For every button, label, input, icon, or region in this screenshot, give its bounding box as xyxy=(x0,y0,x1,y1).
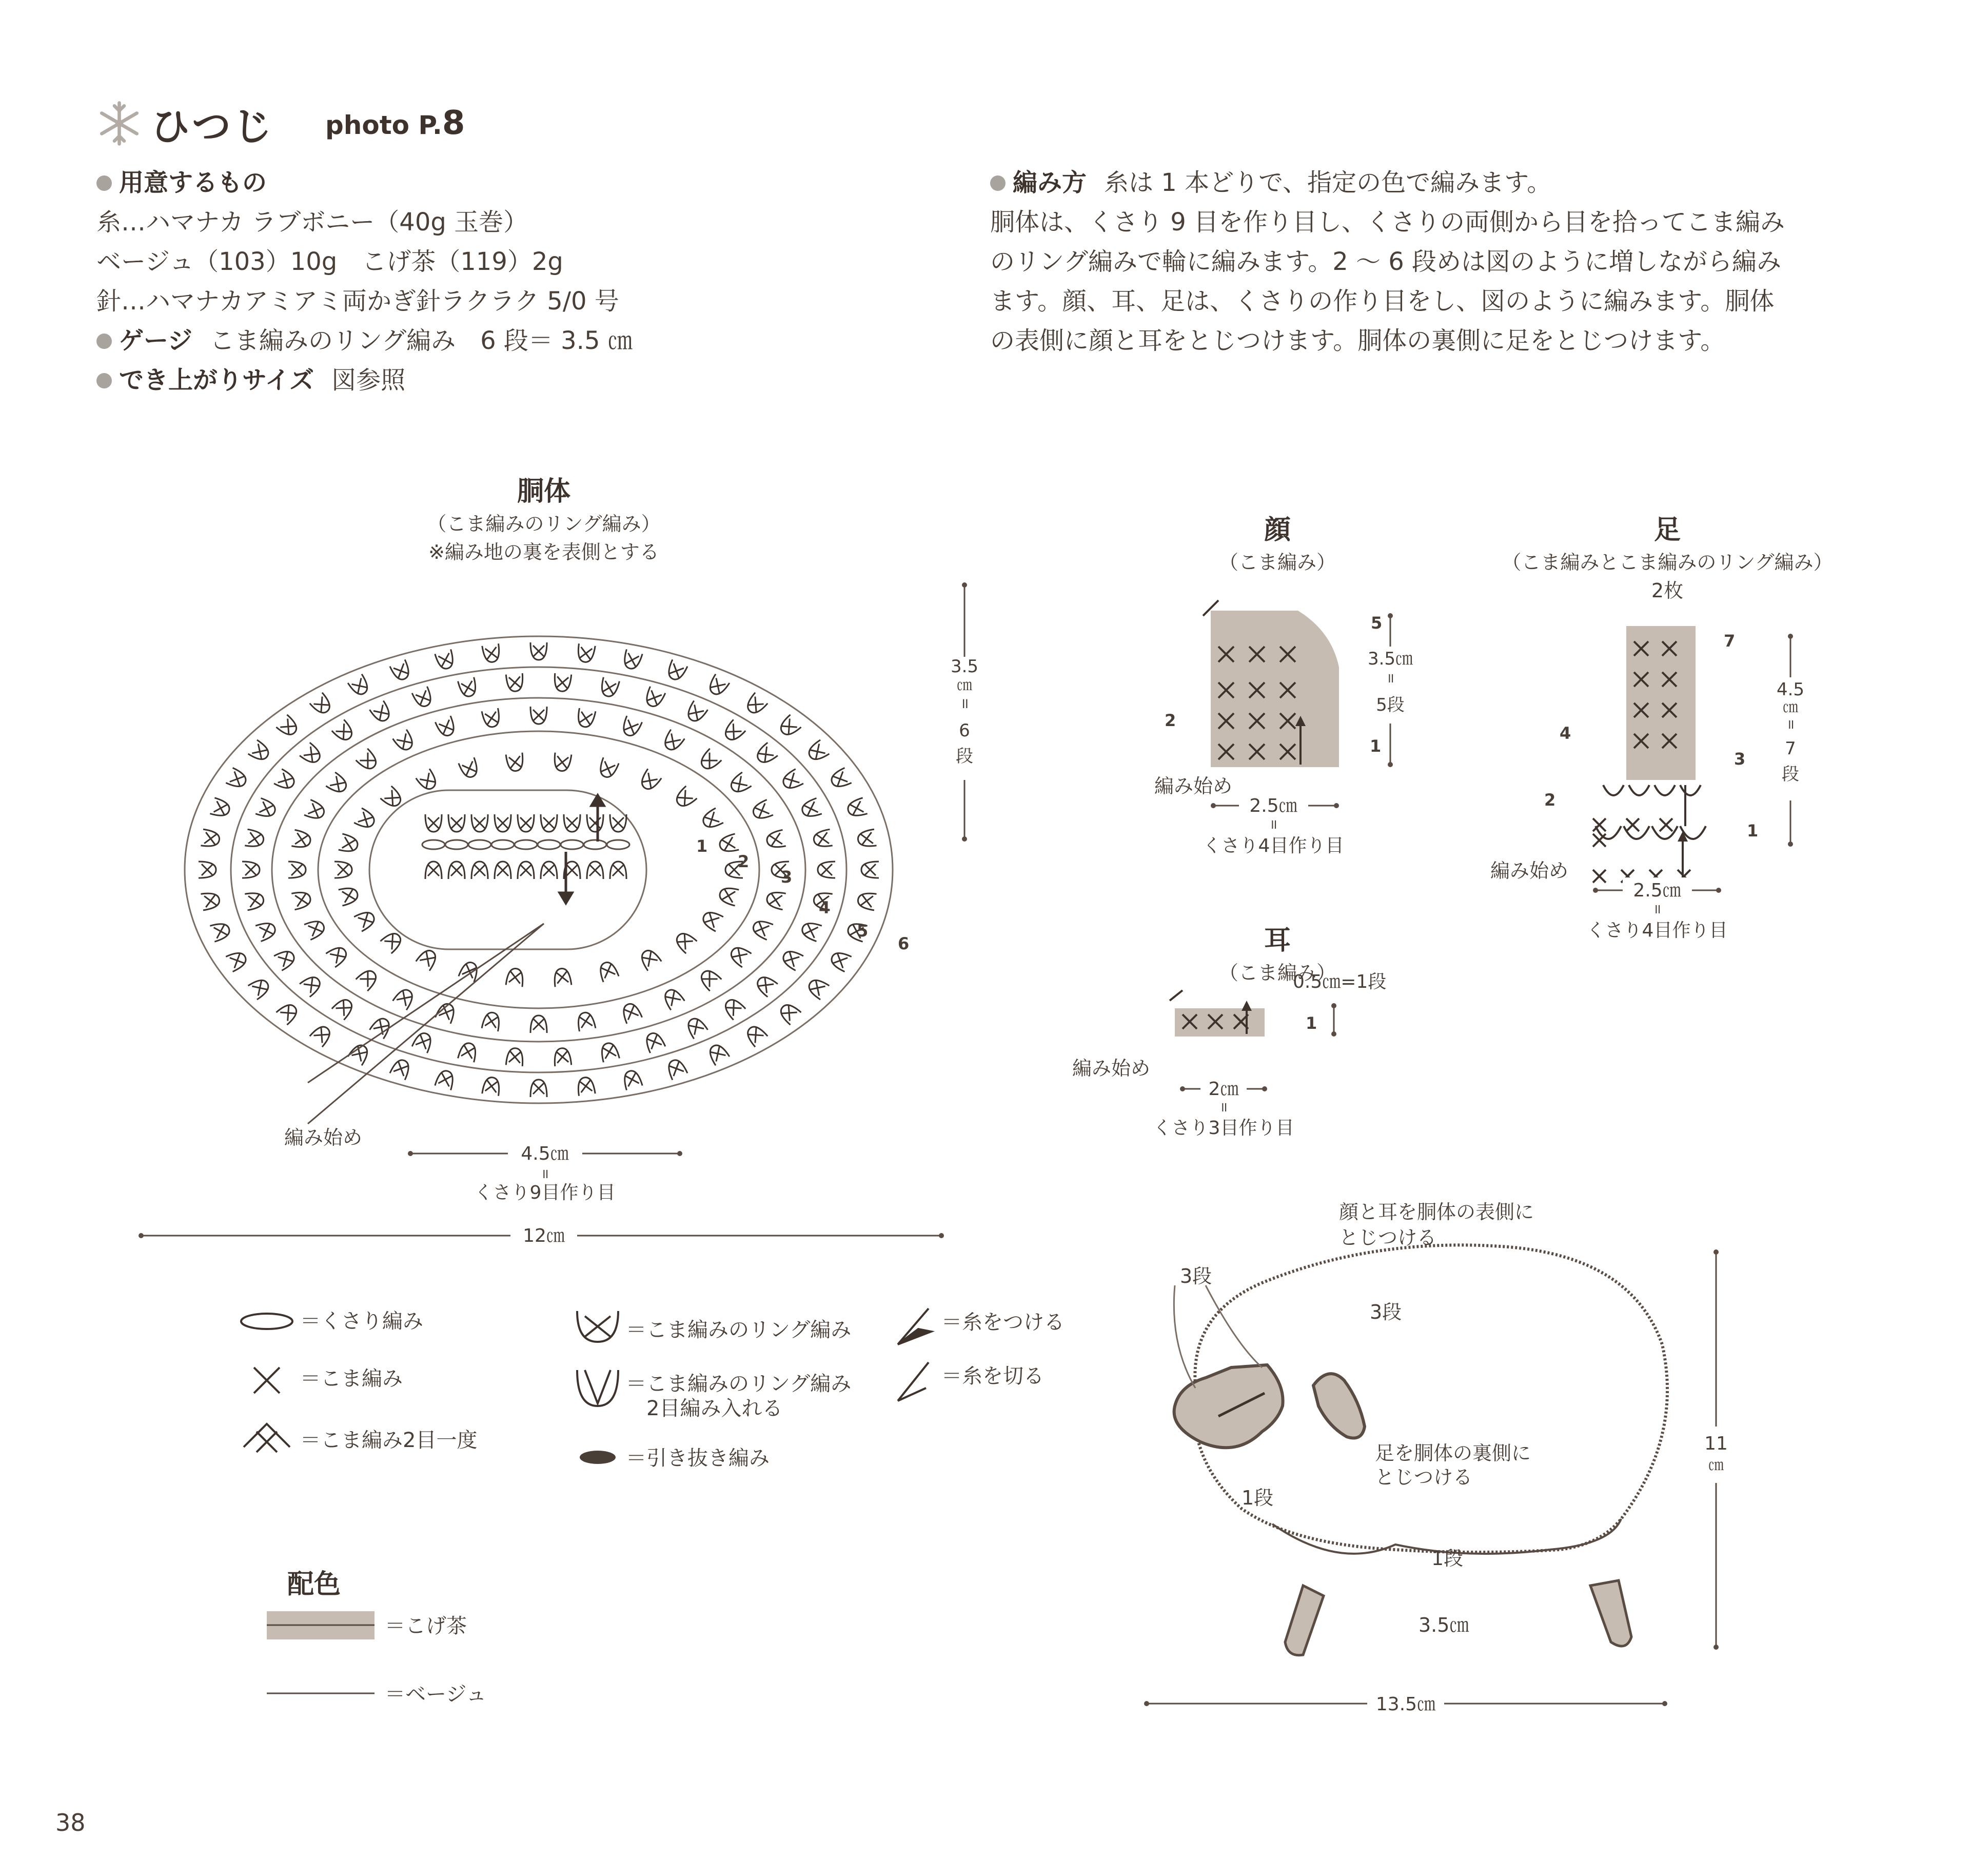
color-scheme-title: 配色 xyxy=(287,1569,341,1600)
ring-stitch-symbol xyxy=(698,749,722,773)
round-4-outline xyxy=(231,667,846,1072)
ring-stitch-symbol xyxy=(291,890,312,910)
ring-stitch-symbol xyxy=(506,1047,524,1066)
ring-stitch-symbol xyxy=(597,757,619,779)
svg-text:13.5㎝: 13.5㎝ xyxy=(1375,1694,1436,1715)
round-2-outline xyxy=(318,731,759,1008)
row-number: 5 xyxy=(1371,613,1383,633)
ring-stitch-symbol xyxy=(622,649,642,671)
ring-stitch-symbol xyxy=(412,1030,434,1053)
method-line: ます。顔、耳、足は、くさりの作り目をし、図のように編みます。胴体 xyxy=(990,287,1775,316)
color-beige-label: ＝ベージュ xyxy=(385,1683,487,1706)
ring-stitch-symbol xyxy=(780,948,803,970)
method-line: 胴体は、くさり 9 目を作り目し、くさりの両側から目を拾ってこま編み xyxy=(990,208,1785,237)
row-number: 1 xyxy=(1747,821,1759,841)
ring-stitch-symbol xyxy=(304,918,327,940)
ring-stitch-symbol xyxy=(861,862,879,878)
chain-symbol xyxy=(241,1314,292,1329)
ring-stitch-symbol xyxy=(326,944,349,967)
row-number: 2 xyxy=(1544,790,1556,810)
row-number: 1 xyxy=(1306,1013,1317,1033)
svg-text:3.5: 3.5 xyxy=(950,656,979,677)
ring-stitch-symbol xyxy=(777,715,801,738)
leg-chart-subtitle: （こま編みとこま編みのリング編み） xyxy=(1502,551,1833,574)
ring-stitch-symbol xyxy=(754,742,777,766)
body-chart-note: ※編み地の裏を表側とする xyxy=(428,541,659,563)
ring-stitch-symbol xyxy=(587,814,603,832)
round-number: 3 xyxy=(781,867,793,887)
row-number: 4 xyxy=(1560,724,1571,743)
ring-stitch-symbol xyxy=(435,1069,456,1090)
slip-symbol xyxy=(580,1451,616,1464)
svg-text:॥: ॥ xyxy=(1653,902,1661,917)
face-height-dimension xyxy=(1360,613,1421,767)
svg-text:12㎝: 12㎝ xyxy=(523,1225,565,1246)
svg-text:くさり4目作り目: くさり4目作り目 xyxy=(1586,920,1728,941)
ring-stitch-symbol xyxy=(332,996,356,1020)
legend-ring-sc-inc: 2目編み入れる xyxy=(646,1397,783,1420)
ring-stitch-symbol xyxy=(356,749,380,773)
ring-stitch-symbol xyxy=(718,834,739,854)
ring-stitch-symbol xyxy=(482,1077,501,1096)
body-outer-width-dimension xyxy=(139,1222,944,1248)
face-ear-note: とじつける xyxy=(1339,1226,1437,1249)
ring-stitch-symbol xyxy=(226,768,248,790)
ring-stitch-symbol xyxy=(599,1041,619,1062)
ring-stitch-symbol xyxy=(369,701,392,725)
legend-sc2tog: ＝こま編み2目一度 xyxy=(300,1429,478,1452)
svg-text:㎝: ㎝ xyxy=(1783,698,1798,716)
svg-text:段: 段 xyxy=(956,746,973,767)
leg-note: とじつける xyxy=(1375,1466,1473,1489)
ring-stitch-symbol xyxy=(780,769,803,792)
round-number: 4 xyxy=(819,898,831,917)
svg-text:くさり9目作り目: くさり9目作り目 xyxy=(474,1182,616,1203)
ring-stitch-symbol xyxy=(226,949,248,971)
ring-stitch-symbol xyxy=(554,673,572,692)
legend-attach: ＝糸をつける xyxy=(941,1311,1065,1334)
ring-stitch-symbol xyxy=(276,715,300,738)
cut-yarn-icon xyxy=(898,1362,929,1401)
ring-stitch-symbol xyxy=(300,742,323,766)
snowflake-icon xyxy=(95,99,144,148)
ring-stitch-symbol xyxy=(610,814,626,832)
face-chart-title: 顔 xyxy=(1264,515,1291,545)
ring-stitch-symbol xyxy=(684,701,707,725)
ring-stitch-symbol xyxy=(506,968,524,987)
svg-text:㎝: ㎝ xyxy=(957,676,972,694)
ring-stitch-symbol xyxy=(506,753,524,772)
ring-stitch-symbol xyxy=(210,798,231,818)
ring-stitch-symbol xyxy=(339,886,360,906)
ring-stitch-symbol xyxy=(334,862,352,878)
symbol-legend xyxy=(236,1298,1108,1514)
svg-text:㎝: ㎝ xyxy=(1708,1456,1724,1474)
ring-stitch-symbol xyxy=(728,772,752,795)
body-chart-diagram xyxy=(133,564,1006,1252)
assembly-width-dimension xyxy=(1144,1691,1667,1716)
svg-text:段: 段 xyxy=(1782,764,1799,785)
ring-stitch-symbol xyxy=(245,829,265,848)
ring-stitch-symbol xyxy=(706,674,730,698)
ring-sc-inc-symbol xyxy=(577,1370,618,1406)
body-chart-heading xyxy=(390,470,698,564)
color-dark-label: ＝こげ茶 xyxy=(385,1614,467,1638)
ear-chart-subtitle: （こま編み） xyxy=(1218,962,1336,984)
ring-stitch-symbol xyxy=(587,862,603,879)
ring-stitch-symbol xyxy=(248,740,272,763)
assembly-height-dimension xyxy=(1703,1249,1729,1650)
row-number: 2 xyxy=(1165,711,1176,730)
ring-stitch-symbol xyxy=(620,1001,642,1024)
ring-stitch-symbol xyxy=(201,891,220,910)
ring-stitch-symbol xyxy=(288,862,306,878)
ring-stitch-symbol xyxy=(425,862,442,879)
materials-heading: 用意するもの xyxy=(119,168,267,197)
colors-line: ベージュ（103）10g こげ茶（119）2g xyxy=(96,247,563,276)
ear-start-label: 編み始め xyxy=(1072,1057,1151,1080)
size-value: 図参照 xyxy=(331,366,406,395)
round-number: 6 xyxy=(898,934,910,953)
ring-stitch-symbol xyxy=(448,814,465,832)
page-header xyxy=(95,92,465,154)
method-section xyxy=(990,163,1873,361)
ring-stitch-symbol xyxy=(700,808,723,831)
body-height-dimension xyxy=(951,582,978,842)
body-chart-subtitle: （こま編みのリング編み） xyxy=(427,513,661,535)
ring-stitch-symbol xyxy=(458,677,478,698)
body-stitch-symbols xyxy=(199,642,879,1097)
ring-stitch-symbol xyxy=(673,786,697,810)
ring-stitch-symbol xyxy=(665,659,687,682)
ring-stitch-symbol xyxy=(393,986,416,1010)
ring-stitch-symbol xyxy=(471,814,488,832)
ring-stitch-symbol xyxy=(541,814,557,832)
leg-chart-count: 2枚 xyxy=(1651,579,1684,602)
ring-stitch-symbol xyxy=(564,814,580,832)
ring-stitch-symbol xyxy=(643,1030,665,1053)
ring-stitch-symbol xyxy=(274,948,297,970)
svg-text:11: 11 xyxy=(1704,1433,1728,1454)
ring-stitch-symbol xyxy=(553,968,572,987)
svg-text:くさり4目作り目: くさり4目作り目 xyxy=(1203,835,1344,856)
ear-width-dimension xyxy=(1153,1077,1294,1139)
ring-stitch-symbol xyxy=(530,642,547,660)
sc2tog-symbol xyxy=(244,1424,290,1452)
ring-stitch-symbol xyxy=(846,798,868,818)
ring-stitch-symbol xyxy=(718,886,739,906)
bullet-dot xyxy=(990,175,1006,191)
ring-stitch-symbol xyxy=(751,918,773,940)
start-leader-line xyxy=(308,924,544,1124)
ring-stitch-symbol xyxy=(744,693,767,717)
ring-stitch-symbol xyxy=(661,986,684,1010)
attach-yarn-icon xyxy=(898,1308,931,1344)
ring-stitch-symbol xyxy=(310,693,333,717)
ring-stitch-symbol xyxy=(665,1057,687,1080)
ear-size-label: 0.5㎝=1段 xyxy=(1293,971,1387,992)
body-chart-title: 胴体 xyxy=(517,476,570,507)
ring-stitch-symbol xyxy=(435,716,457,738)
ring-stitch-symbol xyxy=(813,829,833,848)
ring-stitch-symbol xyxy=(339,834,360,854)
row-number: 7 xyxy=(1724,631,1736,651)
ring-stitch-symbol xyxy=(300,973,323,997)
ring-stitch-symbol xyxy=(495,814,511,832)
svg-text:2.5㎝: 2.5㎝ xyxy=(1633,880,1681,901)
ring-stitch-symbol xyxy=(506,673,524,692)
ring-stitch-symbol xyxy=(622,1069,642,1090)
ring-stitch-symbol xyxy=(425,814,442,832)
sc-symbol xyxy=(254,1367,280,1393)
bullet-dot xyxy=(96,175,112,191)
ring-stitch-symbol xyxy=(576,708,596,729)
ring-stitch-symbol xyxy=(857,829,876,848)
ring-stitch-symbol xyxy=(576,1011,596,1031)
leg-width-dimension xyxy=(1587,877,1728,941)
ring-stitch-symbol xyxy=(643,687,665,709)
ring-stitch-symbol xyxy=(554,1047,572,1066)
ring-stitch-symbol xyxy=(530,1015,547,1033)
row-number: 1 xyxy=(1370,736,1382,756)
ring-stitch-symbol xyxy=(390,659,412,682)
ring-stitch-symbol xyxy=(765,830,786,849)
ring-stitch-symbol xyxy=(356,967,380,991)
svg-text:॥: ॥ xyxy=(541,1166,549,1182)
ring-stitch-symbol xyxy=(310,1023,333,1047)
ring-stitch-symbol xyxy=(482,643,501,663)
ring-stitch-symbol xyxy=(242,862,260,878)
ring-stitch-symbol xyxy=(435,649,456,671)
ring-stitch-symbol xyxy=(722,996,746,1020)
ring-stitch-symbol xyxy=(805,740,829,763)
legend-slip: ＝引き抜き編み xyxy=(626,1447,770,1470)
label-leg-gap: 3.5㎝ xyxy=(1419,1614,1469,1636)
ring-stitch-symbol xyxy=(390,1057,412,1080)
svg-text:5段: 5段 xyxy=(1376,695,1405,715)
ring-stitch-symbol xyxy=(530,1080,547,1097)
page-number: 38 xyxy=(55,1809,86,1836)
gauge-label: ゲージ xyxy=(119,326,193,355)
page-title: ひつじ xyxy=(151,103,274,149)
ring-stitch-symbol xyxy=(471,862,488,879)
ear-chart-title: 耳 xyxy=(1264,925,1291,956)
ring-stitch-symbol xyxy=(829,949,852,971)
ring-stitch-symbol xyxy=(518,814,534,832)
leg-chart-diagram xyxy=(1478,611,1837,960)
leg-note: 足を胴体の裏側に xyxy=(1375,1442,1531,1464)
ring-stitch-symbol xyxy=(857,891,876,910)
ring-stitch-symbol xyxy=(332,719,356,744)
leg-start-label: 編み始め xyxy=(1490,859,1569,882)
svg-text:7: 7 xyxy=(1785,738,1796,759)
ring-stitch-symbol xyxy=(354,909,377,931)
ring-stitch-symbol xyxy=(393,730,416,753)
materials-section xyxy=(96,163,866,400)
ring-stitch-symbol xyxy=(553,753,572,772)
ring-stitch-symbol xyxy=(248,976,272,1000)
ring-stitch-symbol xyxy=(698,967,722,991)
ring-stitch-symbol xyxy=(638,769,662,792)
ring-stitch-symbol xyxy=(661,730,684,753)
svg-text:4.5: 4.5 xyxy=(1776,679,1805,700)
method-lead: 糸は 1 本どりで、指定の色で編みます。 xyxy=(1104,168,1552,197)
ring-stitch-symbol xyxy=(597,960,619,982)
ring-stitch-symbol xyxy=(354,808,377,831)
svg-text:॥: ॥ xyxy=(960,695,969,712)
ring-stitch-symbol xyxy=(700,909,723,931)
ring-stitch-symbol xyxy=(673,930,697,953)
ring-stitch-symbol xyxy=(412,687,434,709)
ring-stitch-symbol xyxy=(638,947,662,971)
round-number: 2 xyxy=(738,852,750,871)
leg-chart-title: 足 xyxy=(1653,515,1681,545)
ring-stitch-symbol xyxy=(416,769,440,792)
ring-stitch-symbol xyxy=(199,862,216,878)
ring-stitch-symbol xyxy=(274,769,297,792)
ring-stitch-symbol xyxy=(245,891,265,910)
face-chart-diagram xyxy=(1103,590,1442,877)
ring-stitch-symbol xyxy=(459,757,480,779)
ring-stitch-symbol xyxy=(448,862,465,879)
label-1dan: 1段 xyxy=(1431,1547,1464,1570)
yarn-line: 糸…ハマナカ ラブボニー（40g 玉巻） xyxy=(96,208,528,237)
face-chart-subtitle: （こま編み） xyxy=(1218,551,1336,574)
ring-stitch-symbol xyxy=(482,1011,501,1031)
size-label: でき上がりサイズ xyxy=(119,366,314,395)
ring-stitch-symbol xyxy=(706,1042,730,1065)
ring-stitch-symbol xyxy=(765,890,786,910)
svg-text:4.5㎝: 4.5㎝ xyxy=(521,1143,569,1164)
face-chart-heading xyxy=(1195,508,1360,575)
ring-stitch-symbol xyxy=(495,862,511,879)
label-3dan: 3段 xyxy=(1180,1265,1212,1287)
ring-stitch-symbol xyxy=(255,798,278,819)
ring-stitch-symbol xyxy=(728,944,752,967)
gauge-value: こま編みのリング編み 6 段＝ 3.5 ㎝ xyxy=(210,326,633,355)
ring-stitch-symbol xyxy=(541,862,557,879)
method-line: の表側に顔と耳をとじつけます。胴体の裏側に足をとじつけます。 xyxy=(990,326,1725,355)
legend-cut: ＝糸を切る xyxy=(941,1364,1044,1388)
assembly-illustration xyxy=(1108,1190,1867,1750)
body-inner-width-dimension xyxy=(408,1139,682,1203)
ring-stitch-symbol xyxy=(276,1001,300,1025)
svg-text:3.5㎝: 3.5㎝ xyxy=(1367,649,1413,669)
ring-stitch-symbol xyxy=(255,920,278,941)
ring-stitch-symbol xyxy=(800,920,822,941)
svg-text:॥: ॥ xyxy=(1269,817,1277,832)
ring-sc-symbol xyxy=(577,1311,618,1342)
bullet-dot xyxy=(96,334,112,349)
ring-stitch-symbol xyxy=(800,798,822,819)
ring-stitch-symbol xyxy=(818,862,835,878)
ring-stitch-symbol xyxy=(201,829,220,848)
ring-stitch-symbol xyxy=(482,708,501,729)
ring-stitch-symbol xyxy=(326,772,349,795)
svg-text:॥: ॥ xyxy=(1386,671,1394,686)
leg-chart-heading xyxy=(1488,508,1847,603)
method-heading: 編み方 xyxy=(1013,168,1087,197)
ring-stitch-symbol xyxy=(620,716,642,738)
ring-stitch-symbol xyxy=(577,643,596,663)
ring-stitch-symbol xyxy=(610,862,626,879)
bullet-dot xyxy=(96,373,112,388)
body-start-label: 編み始め xyxy=(284,1126,363,1149)
svg-text:6: 6 xyxy=(959,720,970,741)
legend-ring-sc-inc: ＝こま編みのリング編み xyxy=(626,1372,852,1396)
svg-text:॥: ॥ xyxy=(1219,1100,1228,1115)
ring-stitch-symbol xyxy=(599,677,619,698)
round-1-outline xyxy=(369,790,646,949)
ring-stitch-symbol xyxy=(684,1015,707,1039)
svg-text:॥: ॥ xyxy=(1786,717,1795,732)
ring-stitch-symbol xyxy=(348,674,371,698)
ring-stitch-symbol xyxy=(777,1001,801,1025)
round-number: 1 xyxy=(696,836,708,856)
label-1dan: 1段 xyxy=(1242,1487,1274,1509)
ring-stitch-symbol xyxy=(210,921,231,942)
ring-stitch-symbol xyxy=(518,862,534,879)
legend-sc: ＝こま編み xyxy=(300,1367,403,1391)
ring-stitch-symbol xyxy=(829,768,852,790)
ring-stitch-symbol xyxy=(577,1077,596,1096)
leg-height-dimension xyxy=(1777,634,1804,847)
row-number: 3 xyxy=(1734,749,1746,769)
ring-stitch-symbol xyxy=(744,1023,767,1047)
color-scheme-legend xyxy=(264,1606,521,1719)
face-ear-note: 顔と耳を胴体の表側に xyxy=(1339,1201,1534,1223)
svg-text:くさり3目作り目: くさり3目作り目 xyxy=(1153,1118,1294,1139)
ring-stitch-symbol xyxy=(458,1041,478,1062)
ring-stitch-symbol xyxy=(304,800,327,822)
ring-stitch-symbol xyxy=(805,976,829,1000)
ring-stitch-symbol xyxy=(754,973,777,997)
hook-line: 針…ハマナカアミアミ両かぎ針ラクラク 5/0 号 xyxy=(96,287,619,316)
ring-stitch-symbol xyxy=(751,800,773,822)
ring-stitch-symbol xyxy=(416,947,440,971)
svg-text:2㎝: 2㎝ xyxy=(1208,1079,1239,1100)
method-line: のリング編みで輪に編みます。2 ～ 6 段めは図のように増しながら編み xyxy=(990,247,1782,276)
ear-chart-diagram xyxy=(1072,965,1493,1149)
label-3dan: 3段 xyxy=(1370,1301,1402,1323)
face-start-label: 編み始め xyxy=(1154,775,1233,797)
round-number: 5 xyxy=(857,921,869,941)
legend-chain: ＝くさり編み xyxy=(300,1310,423,1333)
face-width-dimension xyxy=(1203,793,1344,856)
ring-stitch-symbol xyxy=(722,719,746,744)
ring-stitch-symbol xyxy=(291,830,312,849)
svg-text:2.5㎝: 2.5㎝ xyxy=(1249,795,1297,816)
ring-stitch-symbol xyxy=(530,707,547,724)
photo-reference: photo P.8 xyxy=(325,104,465,142)
legend-ring-sc: ＝こま編みのリング編み xyxy=(626,1318,852,1342)
